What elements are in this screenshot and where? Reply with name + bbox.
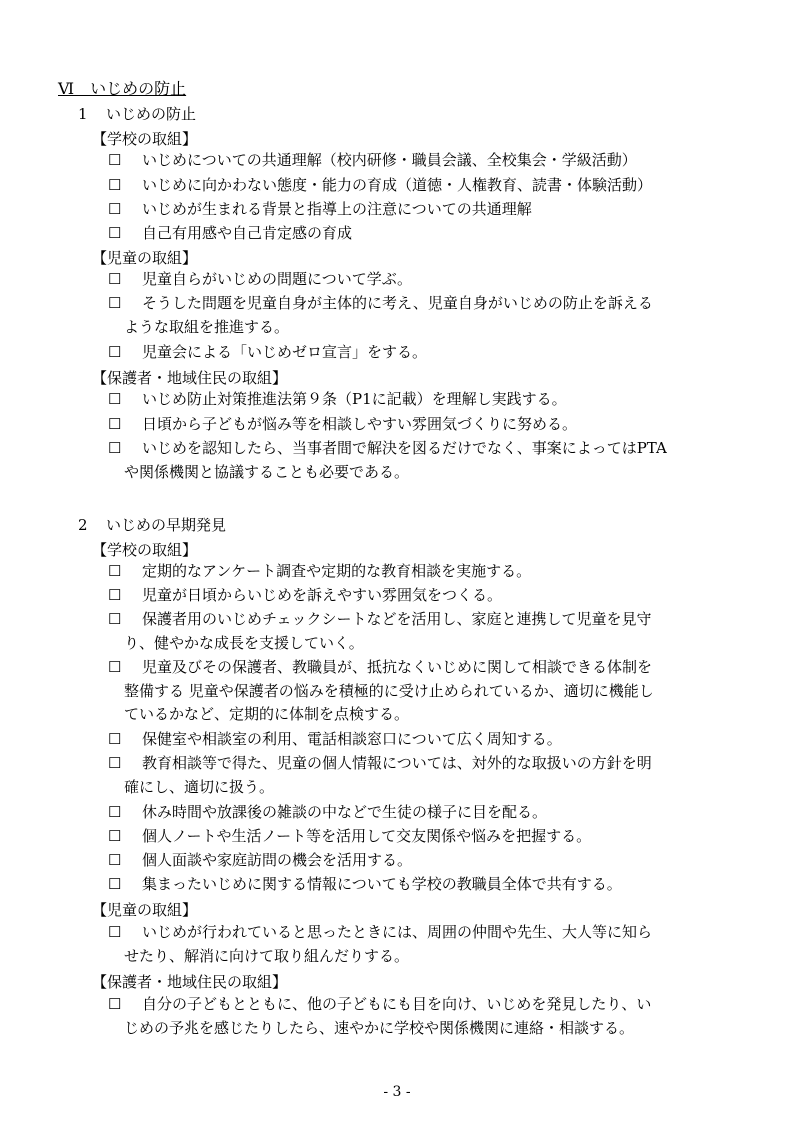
checkbox-icon: ☐ bbox=[108, 851, 122, 869]
checkbox-icon: ☐ bbox=[108, 754, 122, 772]
item-text: いじめが生まれる背景と指導上の注意についての共通理解 bbox=[142, 200, 532, 218]
list-item bbox=[108, 198, 738, 222]
checkbox-icon: ☐ bbox=[108, 658, 122, 676]
item-text: 自己有用感や自己肯定感の育成 bbox=[142, 224, 353, 242]
checkbox-icon: ☐ bbox=[108, 415, 122, 433]
item-text-continued: り、健やかな成長を支援していく。 bbox=[124, 633, 364, 652]
item-text: そうした問題を児童自身が主体的に考え、児童自身がいじめの防止を訴える bbox=[142, 294, 653, 312]
group-label: 【児童の取組】 bbox=[92, 901, 198, 919]
item-text: いじめが行われていると思ったときには、周囲の仲間や先生、大人等に知ら bbox=[142, 923, 653, 941]
list-item bbox=[108, 656, 738, 727]
item-text: 集まったいじめに関する情報についても学校の教職員全体で共有する。 bbox=[142, 875, 622, 893]
item-text-continued: せたり、解消に向けて取り組んだりする。 bbox=[124, 946, 410, 965]
group-label: 【保護者・地域住民の取組】 bbox=[92, 369, 288, 387]
section-number: 1 bbox=[78, 105, 88, 123]
section-1-title bbox=[78, 103, 196, 124]
list-item bbox=[108, 388, 738, 412]
checkbox-icon: ☐ bbox=[108, 390, 122, 408]
page-number: - 3 - bbox=[383, 1084, 411, 1100]
list-item bbox=[108, 560, 738, 584]
list-item bbox=[108, 268, 738, 292]
list-item bbox=[108, 292, 738, 339]
checkbox-icon: ☐ bbox=[108, 803, 122, 821]
item-text: 自分の子どもとともに、他の子どもにも目を向け、いじめを発見したり、い bbox=[142, 995, 652, 1013]
group-label: 【学校の取組】 bbox=[92, 130, 198, 148]
list-item bbox=[108, 149, 738, 173]
chapter-heading: Ⅵ いじめの防止 bbox=[58, 79, 187, 98]
list-item bbox=[108, 921, 738, 968]
checkbox-icon: ☐ bbox=[108, 923, 122, 941]
item-text: 個人面談や家庭訪問の機会を活用する。 bbox=[142, 851, 413, 869]
section-title: いじめの防止 bbox=[106, 105, 197, 123]
item-text-continued: 確にし、適切に扱う。 bbox=[124, 777, 275, 796]
item-text: 児童自らがいじめの問題について学ぶ。 bbox=[142, 270, 413, 288]
item-text: いじめ防止対策推進法第９条（P1に記載）を理解し実践する。 bbox=[142, 390, 567, 408]
item-text-continued: や関係機関と協議することも必要である。 bbox=[124, 462, 410, 481]
item-text: 児童が日頃からいじめを訴えやすい雰囲気をつくる。 bbox=[142, 586, 503, 604]
item-text-continued: ような取組を推進する。 bbox=[124, 317, 290, 336]
list-item bbox=[108, 873, 738, 897]
checkbox-icon: ☐ bbox=[108, 439, 122, 457]
checkbox-icon: ☐ bbox=[108, 610, 122, 628]
checkbox-icon: ☐ bbox=[108, 995, 122, 1013]
item-text-continued: じめの予兆を感じたりしたら、速やかに学校や関係機関に連絡・相談する。 bbox=[124, 1018, 635, 1037]
item-text-continued: ているかなど、定期的に体制を点検する。 bbox=[124, 705, 410, 723]
item-text: 休み時間や放課後の雑談の中などで生徒の様子に目を配る。 bbox=[142, 803, 548, 821]
section-number: 2 bbox=[78, 516, 88, 534]
section-2-title bbox=[78, 514, 226, 535]
item-text: 保護者用のいじめチェックシートなどを活用し、家庭と連携して児童を見守 bbox=[142, 610, 652, 628]
item-text: 日頃から子どもが悩み等を相談しやすい雰囲気づくりに努める。 bbox=[142, 415, 578, 433]
item-text: 定期的なアンケート調査や定期的な教育相談を実施する。 bbox=[142, 562, 532, 580]
list-item bbox=[108, 584, 738, 608]
item-text: 教育相談等で得た、児童の個人情報については、対外的な取扱いの方針を明 bbox=[142, 754, 652, 772]
list-item bbox=[108, 752, 738, 799]
list-item bbox=[108, 222, 738, 246]
checkbox-icon: ☐ bbox=[108, 562, 122, 580]
list-item bbox=[108, 437, 738, 484]
group-label: 【児童の取組】 bbox=[92, 249, 198, 267]
checkbox-icon: ☐ bbox=[108, 270, 122, 288]
checkbox-icon: ☐ bbox=[108, 875, 122, 893]
list-item bbox=[108, 825, 738, 849]
checkbox-icon: ☐ bbox=[108, 730, 122, 748]
item-text: 保健室や相談室の利用、電話相談窓口について広く周知する。 bbox=[142, 730, 562, 748]
checkbox-icon: ☐ bbox=[108, 294, 122, 312]
checkbox-icon: ☐ bbox=[108, 827, 122, 845]
list-item bbox=[108, 849, 738, 873]
checkbox-icon: ☐ bbox=[108, 586, 122, 604]
group-label: 【保護者・地域住民の取組】 bbox=[92, 973, 288, 991]
list-item bbox=[108, 728, 738, 752]
checkbox-icon: ☐ bbox=[108, 200, 122, 218]
checkbox-icon: ☐ bbox=[108, 343, 122, 361]
list-item bbox=[108, 341, 738, 365]
section-title: いじめの早期発見 bbox=[106, 516, 227, 534]
list-item bbox=[108, 801, 738, 825]
item-text: 個人ノートや生活ノート等を活用して交友関係や悩みを把握する。 bbox=[142, 827, 592, 845]
item-text: 児童会による「いじめゼロ宣言」をする。 bbox=[142, 343, 428, 361]
list-item bbox=[108, 993, 738, 1040]
list-item bbox=[108, 413, 738, 437]
item-text: いじめに向かわない態度・能力の育成（道徳・人権教育、読書・体験活動） bbox=[142, 176, 653, 194]
list-item bbox=[108, 174, 738, 198]
item-text-continued: 整備する 児童や保護者の悩みを積極的に受け止められているか、適切に機能し bbox=[124, 681, 654, 700]
item-text: いじめについての共通理解（校内研修・職員会議、全校集会・学級活動） bbox=[142, 151, 637, 169]
checkbox-icon: ☐ bbox=[108, 224, 122, 242]
group-label: 【学校の取組】 bbox=[92, 541, 198, 559]
checkbox-icon: ☐ bbox=[108, 151, 122, 169]
item-text: いじめを認知したら、当事者間で解決を図るだけでなく、事案によってはPTA bbox=[142, 439, 667, 457]
item-text: 児童及びその保護者、教職員が、抵抗なくいじめに関して相談できる体制を bbox=[142, 658, 653, 676]
list-item bbox=[108, 608, 738, 655]
checkbox-icon: ☐ bbox=[108, 176, 122, 194]
